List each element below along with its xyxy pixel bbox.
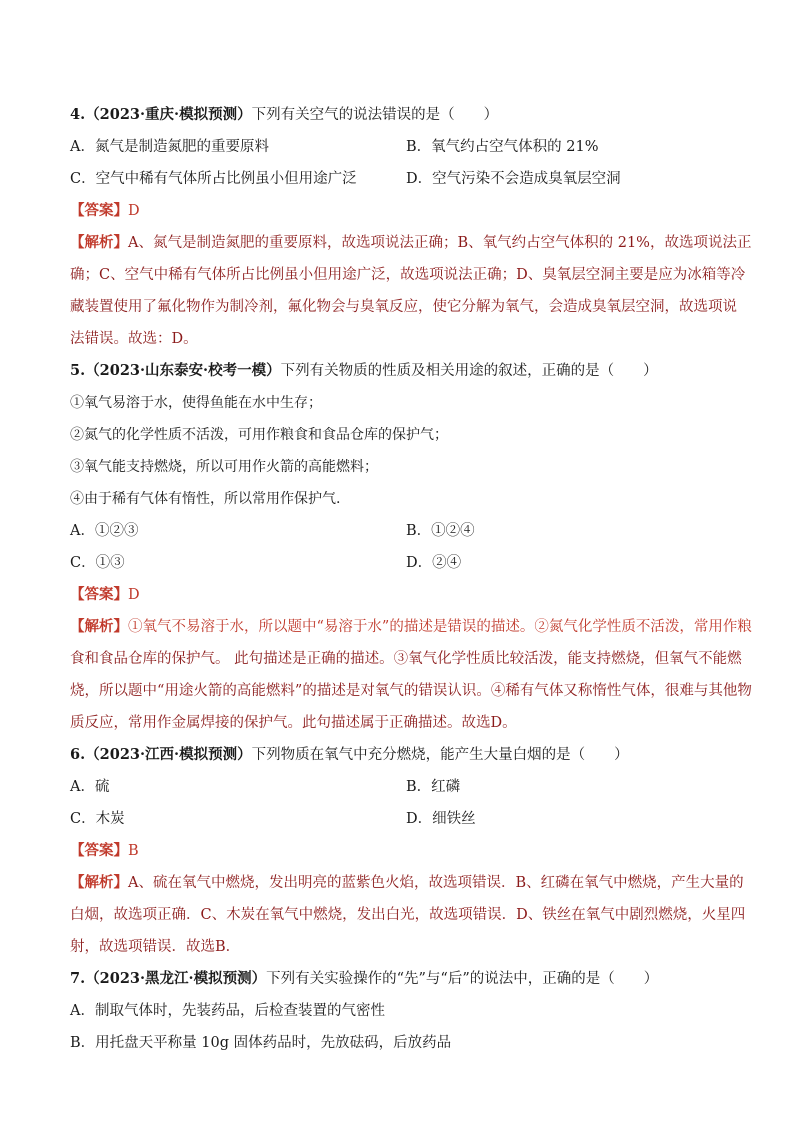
explanation-line: 质反应，常用作金属焊接的保护气。此句描述属于正确描述。故选D。 bbox=[70, 715, 517, 731]
statement-3: ③氧气能支持燃烧，所以可用作火箭的高能燃料； bbox=[70, 459, 378, 475]
question-6-explanation bbox=[70, 867, 746, 963]
explanation-line: 藏装置使用了氟化物作为制冷剂，氟化物会与臭氧反应，使它分解为氧气，会造成臭氧层空洞，故选项说 bbox=[70, 299, 737, 315]
question-6-stem bbox=[70, 739, 730, 771]
question-6-options-row-1 bbox=[70, 771, 730, 803]
explanation-text: A、氮气是制造氮肥的重要原料，故选项说法正确；B、氧气约占空气体积的 21%，故选项说法正 bbox=[128, 235, 752, 251]
question-5-explanation bbox=[70, 611, 752, 739]
question-text: 下列物质在氧气中充分燃烧，能产生大量白烟的是（ ） bbox=[251, 747, 629, 763]
question-5-options-row-2 bbox=[70, 547, 730, 579]
option-d: D．空气污染不会造成臭氧层空洞 bbox=[406, 171, 621, 187]
explanation-line bbox=[70, 611, 752, 643]
question-text: 下列有关物质的性质及相关用途的叙述，正确的是（ ） bbox=[280, 363, 658, 379]
explanation-tag: 【解析】 bbox=[70, 234, 128, 251]
question-5-stem bbox=[70, 355, 730, 387]
answer-value: B bbox=[128, 843, 139, 859]
explanation-line bbox=[70, 227, 752, 259]
question-4-stem bbox=[70, 99, 730, 131]
question-source: （2023·重庆·模拟预测） bbox=[85, 106, 252, 123]
explanation-text: A、硫在氧气中燃烧，发出明亮的蓝紫色火焰，故选项错误．B、红磷在氧气中燃烧，产生大量的 bbox=[128, 875, 744, 891]
question-number: 5. bbox=[70, 362, 86, 379]
statement-2: ②氮气的化学性质不活泼，可用作粮食和食品仓库的保护气； bbox=[70, 427, 448, 443]
question-number: 7. bbox=[70, 970, 86, 987]
question-source: （2023·黑龙江·模拟预测） bbox=[85, 970, 267, 987]
question-5-options-row-1 bbox=[70, 515, 730, 547]
explanation-line bbox=[70, 867, 744, 899]
statement-1: ①氧气易溶于水，使得鱼能在水中生存； bbox=[70, 395, 322, 411]
explanation-line: 食和食品仓库的保护气。 此句描述是正确的描述。③氧气化学性质比较活泼，能支持燃烧，但氧气不能燃 bbox=[70, 651, 742, 667]
explanation-line: 射，故选项错误．故选B． bbox=[70, 939, 241, 955]
option-d: D．细铁丝 bbox=[406, 811, 476, 827]
explanation-tag: 【解析】 bbox=[70, 618, 128, 635]
question-7-stem bbox=[70, 963, 730, 995]
question-source: （2023·山东泰安·校考一模） bbox=[85, 362, 281, 379]
answer-tag: 【答案】 bbox=[70, 586, 128, 603]
statement-4: ④由于稀有气体有惰性，所以常用作保护气. bbox=[70, 491, 341, 507]
option-b: B．①②④ bbox=[406, 523, 475, 539]
option-c: C．木炭 bbox=[70, 811, 125, 827]
question-4-answer bbox=[70, 195, 730, 227]
question-6-answer bbox=[70, 835, 730, 867]
question-4-options-row-2 bbox=[70, 163, 730, 195]
question-source: （2023·江西·模拟预测） bbox=[85, 746, 252, 763]
answer-tag: 【答案】 bbox=[70, 202, 128, 219]
explanation-line: 烧，所以题中“用途火箭的高能燃料”的描述是对氧气的错误认识。④稀有气体又称惰性气体，很难与其他物 bbox=[70, 683, 752, 699]
option-a: A．氮气是制造氮肥的重要原料 bbox=[70, 139, 269, 155]
option-c: C．①③ bbox=[70, 555, 125, 571]
explanation-line: 法错误。故选：D。 bbox=[70, 331, 198, 347]
question-text: 下列有关实验操作的“先”与“后”的说法中，正确的是（ ） bbox=[266, 971, 659, 987]
option-b: B．用托盘天平称量 10g 固体药品时，先放砝码，后放药品 bbox=[70, 1035, 452, 1051]
option-d: D．②④ bbox=[406, 555, 462, 571]
question-6-options-row-2 bbox=[70, 803, 730, 835]
question-number: 6. bbox=[70, 746, 86, 763]
option-b: B．氧气约占空气体积的 21% bbox=[406, 139, 599, 155]
explanation-text: ①氧气不易溶于水，所以题中“易溶于水”的描述是错误的描述。②氮气化学性质不活泼，常用作粮 bbox=[128, 619, 752, 635]
option-a: A．制取气体时，先装药品，后检查装置的气密性 bbox=[70, 1003, 385, 1019]
explanation-tag: 【解析】 bbox=[70, 874, 128, 891]
option-a: A．①②③ bbox=[70, 523, 139, 539]
question-text: 下列有关空气的说法错误的是（ ） bbox=[251, 107, 499, 123]
option-a: A．硫 bbox=[70, 779, 110, 795]
question-4-options-row-1 bbox=[70, 131, 730, 163]
option-c: C．空气中稀有气体所占比例虽小但用途广泛 bbox=[70, 171, 357, 187]
option-b: B．红磷 bbox=[406, 779, 461, 795]
answer-tag: 【答案】 bbox=[70, 842, 128, 859]
question-number: 4. bbox=[70, 106, 86, 123]
explanation-line: 白烟，故选项正确．C、木炭在氧气中燃烧，发出白光，故选项错误．D、铁丝在氧气中剧烈燃烧，火星四 bbox=[70, 907, 746, 923]
page-content bbox=[70, 99, 752, 1059]
question-4-explanation bbox=[70, 227, 752, 355]
question-5-answer bbox=[70, 579, 730, 611]
explanation-line: 确；C、空气中稀有气体所占比例虽小但用途广泛，故选项说法正确；D、臭氧层空洞主要是应为冰箱等冷 bbox=[70, 267, 746, 283]
answer-value: D bbox=[128, 203, 140, 219]
answer-value: D bbox=[128, 587, 140, 603]
